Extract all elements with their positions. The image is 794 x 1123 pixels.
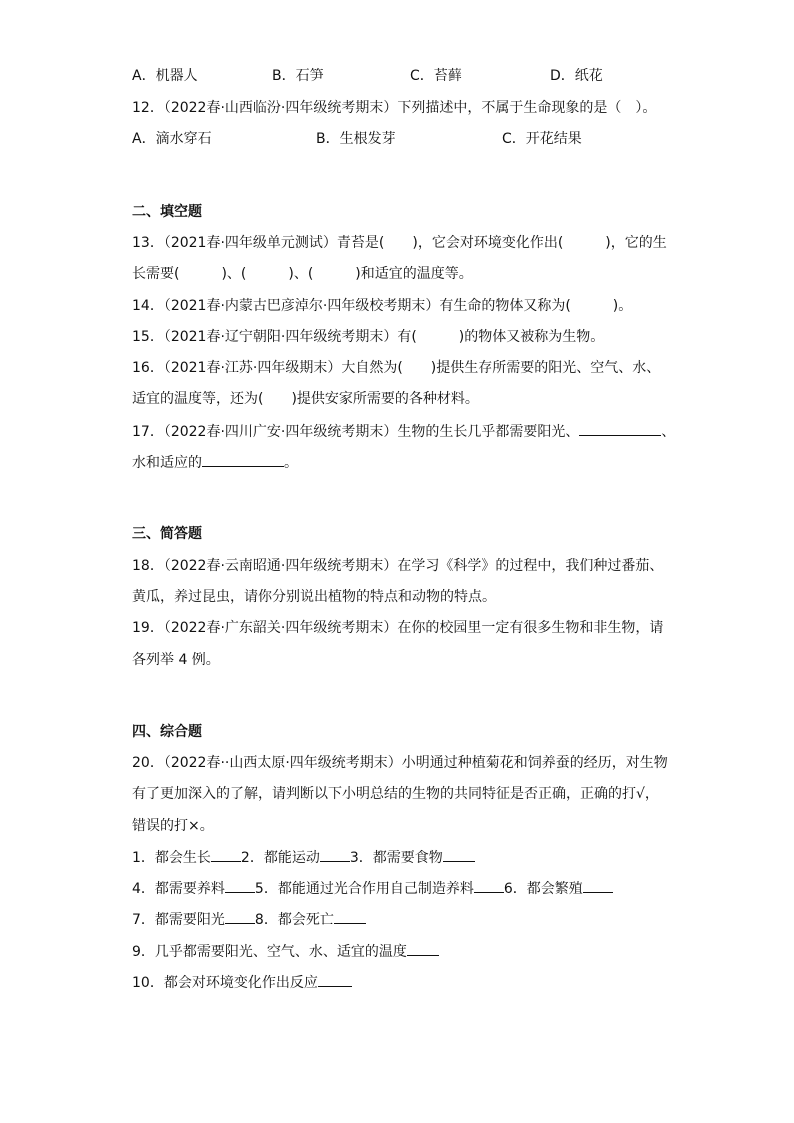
question-20-line-3: 错误的打×。 (132, 818, 214, 834)
answer-blank[interactable] (202, 452, 284, 467)
section-heading-short-answer: 三、简答题 (132, 526, 202, 542)
answer-blank[interactable] (318, 972, 352, 987)
question-17-text-a: 17．（2022春·四川广安·四年级统考期末）生物的生长几乎都需要阳光、 (132, 424, 580, 440)
answer-blank[interactable] (211, 847, 241, 862)
question-18-line-2: 黄瓜，养过昆虫，请你分别说出植物的特点和动物的特点。 (132, 589, 496, 605)
question-20-line-1: 20．（2022春··山西太原·四年级统考期末）小明通过种植菊花和饲养蚕的经历，对生物 (132, 755, 668, 771)
question-19-line-1: 19．（2022春·广东韶关·四年级统考期末）在你的校园里一定有很多生物和非生物，请 (132, 620, 664, 636)
answer-blank[interactable] (334, 909, 366, 924)
q12-option-c: C．开花结果 (502, 131, 582, 147)
q12-option-a: A．滴水穿石 (132, 131, 212, 147)
question-19-line-2: 各列举 4 例。 (132, 652, 220, 668)
q20-item-7: 7．都需要阳光 (132, 912, 225, 928)
q20-items-row-4 (132, 941, 439, 961)
q20-item-8: 8．都会死亡 (254, 912, 334, 928)
q20-item-1: 1．都会生长 (132, 850, 211, 866)
question-12: 12．（2022春·山西临汾·四年级统考期末）下列描述中，不属于生命现象的是（ ）。 (132, 100, 657, 116)
question-17-text-b: 、 (661, 424, 676, 440)
answer-blank[interactable] (407, 941, 439, 956)
q20-items-row-3 (132, 909, 366, 929)
question-13-line-2: 长需要( )、( )、( )和适宜的温度等。 (132, 266, 473, 282)
answer-blank[interactable] (225, 909, 255, 924)
question-13-line-1: 13．（2021春·四年级单元测试）青苔是( )，它会对环境变化作出( )，它的生 (132, 235, 667, 251)
q20-item-2: 2．都能运动 (240, 850, 320, 866)
answer-blank[interactable] (474, 878, 504, 893)
q20-item-4: 4．都需要养料 (132, 881, 225, 897)
question-16-line-2: 适宜的温度等，还为( )提供安家所需要的各种材料。 (132, 391, 479, 407)
answer-blank[interactable] (320, 847, 350, 862)
question-17-line-2 (132, 452, 298, 472)
q11-option-a: A．机器人 (132, 68, 198, 84)
q20-item-6: 6．都会繁殖 (503, 881, 583, 897)
question-17-line-1 (132, 421, 675, 441)
q20-item-3: 3．都需要食物 (349, 850, 443, 866)
section-heading-comprehensive: 四、综合题 (132, 724, 202, 740)
q11-option-c: C．苔藓 (410, 68, 462, 84)
q12-option-b: B．生根发芽 (316, 131, 396, 147)
question-20-line-2: 有了更加深入的了解，请判断以下小明总结的生物的共同特征是否正确，正确的打√， (132, 786, 659, 802)
answer-blank[interactable] (443, 847, 475, 862)
q20-items-row-1 (132, 847, 475, 867)
answer-blank[interactable] (583, 878, 613, 893)
q20-item-5: 5．都能通过光合作用自己制造养料 (254, 881, 474, 897)
q20-item-10: 10．都会对环境变化作出反应 (132, 975, 318, 991)
q11-option-b: B．石笋 (272, 68, 324, 84)
question-16-line-1: 16．（2021春·江苏·四年级期末）大自然为( )提供生存所需要的阳光、空气、水、 (132, 360, 661, 376)
q20-items-row-5 (132, 972, 352, 992)
section-heading-fill-in: 二、填空题 (132, 204, 202, 220)
question-18-line-1: 18．（2022春·云南昭通·四年级统考期末）在学习《科学》的过程中，我们种过番茄、 (132, 558, 664, 574)
question-17-text-d: 。 (284, 455, 298, 471)
answer-blank[interactable] (225, 878, 255, 893)
question-15: 15．（2021春·辽宁朝阳·四年级统考期末）有( )的物体又被称为生物。 (132, 329, 605, 345)
question-14: 14．（2021春·内蒙古巴彦淖尔·四年级校考期末）有生命的物体又称为( )。 (132, 298, 633, 314)
answer-blank[interactable] (579, 421, 661, 436)
q20-item-9: 9．几乎都需要阳光、空气、水、适宜的温度 (132, 944, 407, 960)
question-17-text-c: 水和适应的 (132, 455, 202, 471)
q20-items-row-2 (132, 878, 613, 898)
q11-option-d: D．纸花 (550, 68, 603, 84)
